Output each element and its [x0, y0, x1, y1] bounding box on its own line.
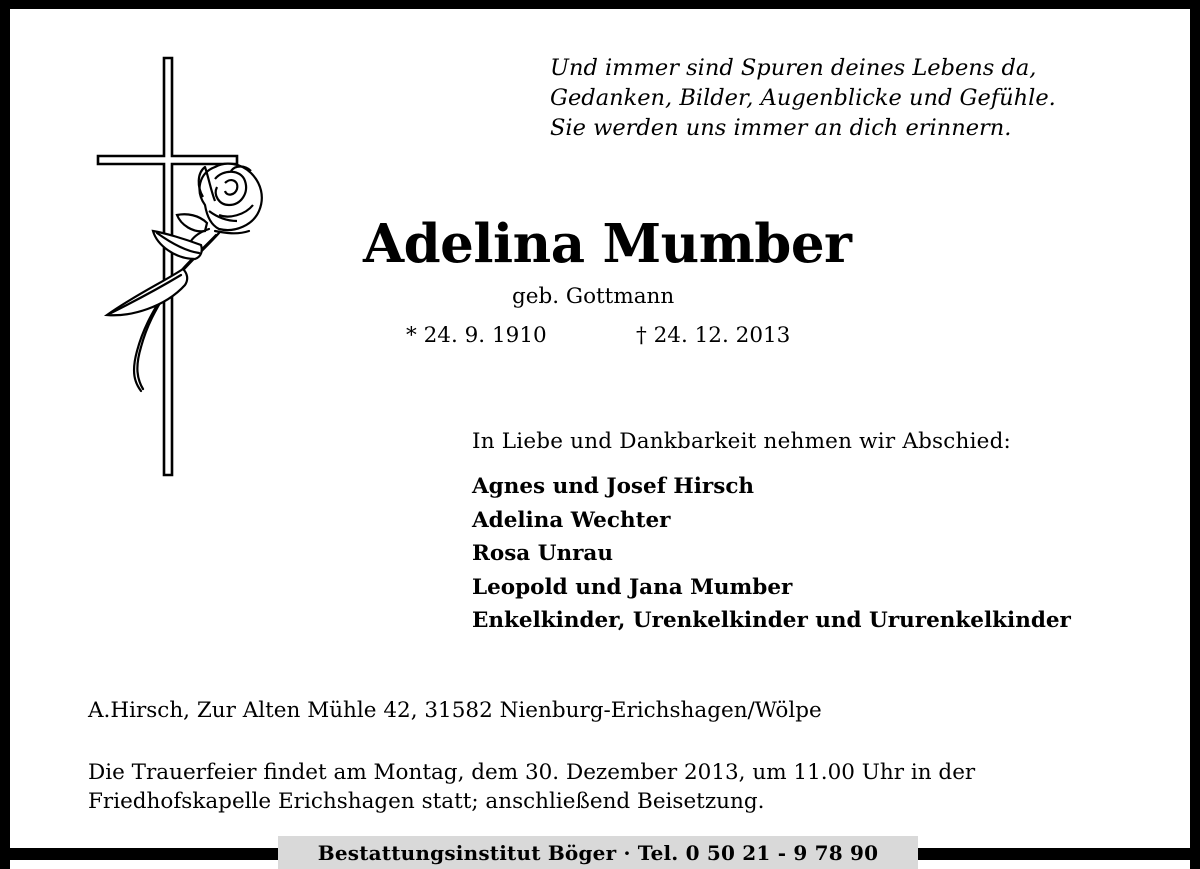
mourners-list [472, 470, 1071, 638]
mourner-entry: Enkelkinder, Urenkelkinder und Ururenkelkinder [472, 608, 1071, 633]
farewell-text: In Liebe und Dankbarkeit nehmen wir Abschied: [472, 429, 1011, 454]
birth-date: * 24. 9. 1910 [406, 323, 547, 348]
death-date: † 24. 12. 2013 [636, 323, 791, 348]
funeral-home-footer [278, 836, 918, 869]
ceremony-line: Die Trauerfeier findet am Montag, dem 30. Dezember 2013, um 11.00 Uhr in der [88, 760, 976, 785]
deceased-name: Adelina Mumber [363, 213, 852, 275]
mourner-entry: Rosa Unrau [472, 541, 613, 566]
poem-line: Sie werden uns immer an dich erinnern. [550, 115, 1012, 141]
ceremony-info [88, 759, 975, 816]
memorial-poem [550, 53, 1056, 143]
funeral-home-contact: Bestattungsinstitut Böger · Tel. 0 50 21 - 9 78 90 [317, 840, 879, 865]
contact-address: A.Hirsch, Zur Alten Mühle 42, 31582 Nienburg-Erichshagen/Wölpe [88, 698, 822, 723]
ceremony-line: Friedhofskapelle Erichshagen statt; anschließend Beisetzung. [88, 788, 765, 814]
mourner-entry: Adelina Wechter [472, 507, 671, 533]
poem-line: Und immer sind Spuren deines Lebens da, [550, 55, 1037, 81]
poem-line: Gedanken, Bilder, Augenblicke und Gefühle. [550, 85, 1056, 111]
mourner-entry: Leopold und Jana Mumber [472, 574, 793, 600]
birth-name: geb. Gottmann [512, 284, 675, 309]
mourner-entry: Agnes und Josef Hirsch [472, 474, 755, 499]
cross-with-rose-icon [95, 55, 270, 480]
